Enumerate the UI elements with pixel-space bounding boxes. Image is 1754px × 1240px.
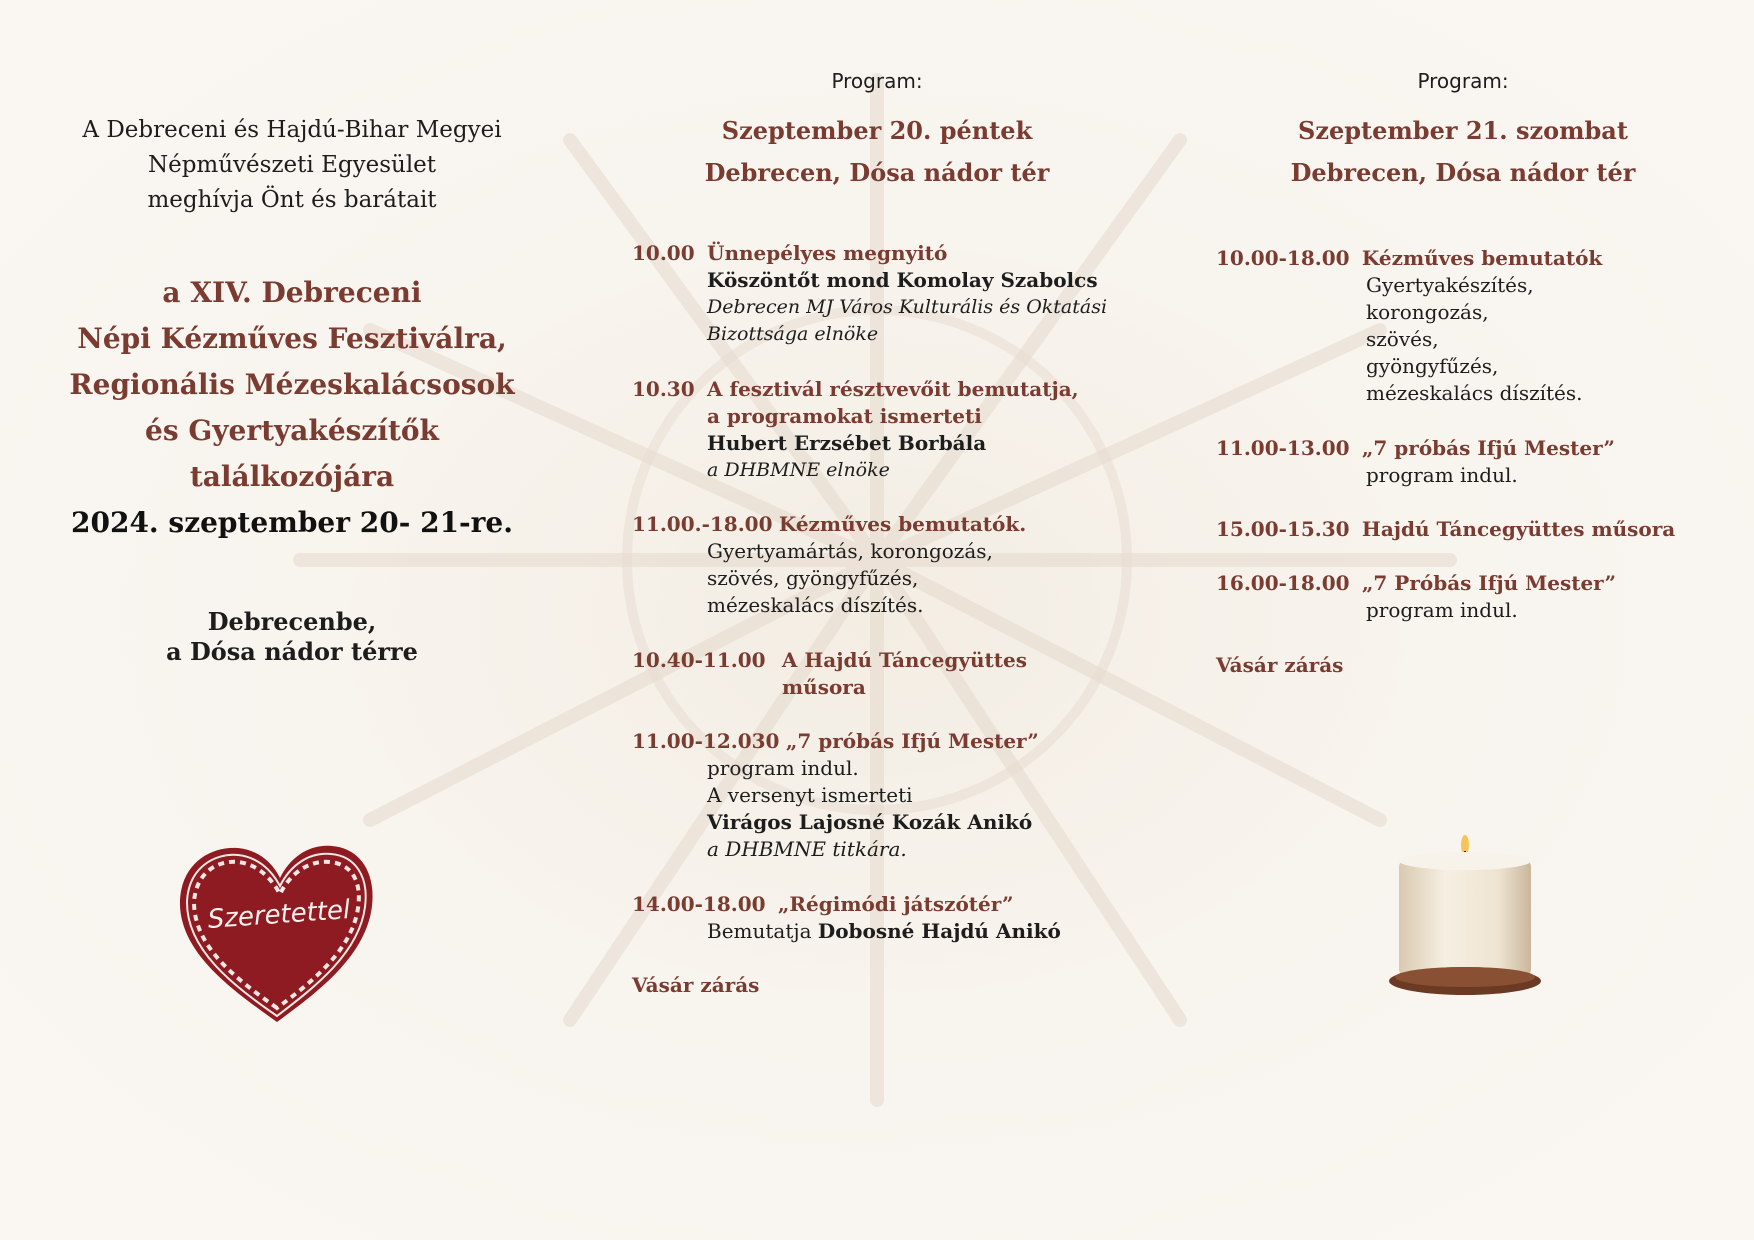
day2-place: Debrecen, Dósa nádor tér [1290, 158, 1636, 187]
event-time: 11.00.-18.00 [632, 512, 773, 536]
event-title: A Hajdú Táncegyüttes [781, 648, 1027, 672]
gingerbread-heart-image [172, 840, 382, 1030]
intro-line: A Debreceni és Hajdú-Bihar Megyei [82, 117, 502, 143]
event-speaker: Köszöntőt mond Komolay Szabolcs [707, 268, 1098, 292]
title-line: a XIV. Debreceni [162, 276, 422, 309]
candle-image [1385, 825, 1545, 1000]
event-title: Ünnepélyes megnyitó [707, 241, 948, 265]
day1-date: Szeptember 20. péntek [721, 116, 1033, 145]
intro-line: meghívja Önt és barátait [147, 187, 437, 213]
event-role: Debrecen MJ Város Kulturális és Oktatási [707, 296, 1108, 318]
day2-date: Szeptember 21. szombat [1298, 116, 1628, 145]
event-detail: mézeskalács díszítés. [707, 593, 924, 617]
event-detail: Gyertyakészítés, [1366, 273, 1534, 297]
day2-close: Vásár zárás [1216, 653, 1344, 677]
event-time: 10.00 [632, 241, 695, 265]
event-detail: program indul. [707, 756, 859, 780]
event-detail: gyöngyfűzés, [1366, 354, 1499, 378]
event-title: „7 próbás Ifjú Mester” [785, 729, 1039, 753]
event-title: „7 Próbás Ifjú Mester” [1361, 571, 1616, 595]
event-time: 10.00-18.00 [1216, 246, 1350, 270]
event-detail: A versenyt ismerteti [707, 783, 913, 807]
event-detail: program indul. [1366, 598, 1518, 622]
festival-title [40, 270, 544, 500]
event-detail: korongozás, [1366, 300, 1489, 324]
day1-close: Vásár zárás [632, 973, 760, 997]
event-time: 10.30 [632, 377, 695, 401]
event-time: 14.00-18.00 [632, 892, 766, 916]
venue [40, 607, 544, 667]
day1-header [627, 110, 1127, 194]
festival-date: 2024. szeptember 20- 21-re. [71, 506, 513, 539]
heart-label: Szeretettel [206, 895, 352, 935]
day1-event [632, 376, 1142, 484]
event-title: műsora [782, 675, 866, 699]
title-line: találkozójára [189, 460, 395, 493]
event-time: 15.00-15.30 [1216, 517, 1350, 541]
day1-event [632, 647, 1142, 701]
event-time: 11.00-12.030 [632, 729, 780, 753]
event-detail: program indul. [1366, 463, 1518, 487]
title-line: Népi Kézműves Fesztiválra, [77, 322, 507, 355]
venue-line: a Dósa nádor térre [166, 637, 418, 666]
event-detail: Bemutatja [707, 919, 818, 943]
title-line: Regionális Mézeskalácsosok [69, 368, 515, 401]
event-time: 10.40-11.00 [632, 648, 766, 672]
event-role: a DHBMNE elnöke [707, 459, 890, 481]
day2-header [1213, 110, 1713, 194]
program-label: Program: [831, 69, 923, 93]
event-speaker: Dobosné Hajdú Anikó [817, 919, 1061, 943]
event-detail: szövés, [1366, 327, 1439, 351]
day1-place: Debrecen, Dósa nádor tér [704, 158, 1050, 187]
day2-event [1216, 245, 1736, 407]
day2-event [1216, 570, 1736, 624]
event-title: A fesztivál résztvevőit bemutatja, [707, 377, 1079, 401]
invitation-intro [40, 117, 544, 214]
day1-event [632, 891, 1142, 945]
event-role: a DHBMNE titkára. [707, 837, 907, 861]
event-speaker: Virágos Lajosné Kozák Anikó [707, 810, 1033, 834]
venue-line: Debrecenbe, [207, 607, 377, 636]
day1-event [632, 240, 1142, 348]
day1-event [632, 511, 1142, 619]
event-title: „7 próbás Ifjú Mester” [1361, 436, 1615, 460]
event-title: Kézműves bemutatók [1361, 246, 1603, 270]
event-title: „Régimódi játszótér” [777, 892, 1014, 916]
program-label: Program: [1417, 69, 1509, 93]
event-role: Bizottsága elnöke [707, 323, 879, 345]
event-speaker: Hubert Erzsébet Borbála [707, 431, 987, 455]
event-time: 11.00-13.00 [1216, 436, 1350, 460]
event-detail: Gyertyamártás, korongozás, [707, 539, 993, 563]
event-title: a programokat ismerteti [707, 404, 982, 428]
event-time: 16.00-18.00 [1216, 571, 1350, 595]
day2-event [1216, 516, 1736, 543]
event-title: Hajdú Táncegyüttes műsora [1361, 517, 1676, 541]
event-detail: szövés, gyöngyfűzés, [707, 566, 919, 590]
day1-event [632, 728, 1142, 863]
day2-event [1216, 435, 1736, 489]
candle-icon [1385, 825, 1545, 1000]
title-line: és Gyertyakészítők [145, 414, 439, 447]
event-title: Kézműves bemutatók. [778, 512, 1027, 536]
event-detail: mézeskalács díszítés. [1366, 381, 1583, 405]
intro-line: Népművészeti Egyesület [147, 152, 437, 178]
